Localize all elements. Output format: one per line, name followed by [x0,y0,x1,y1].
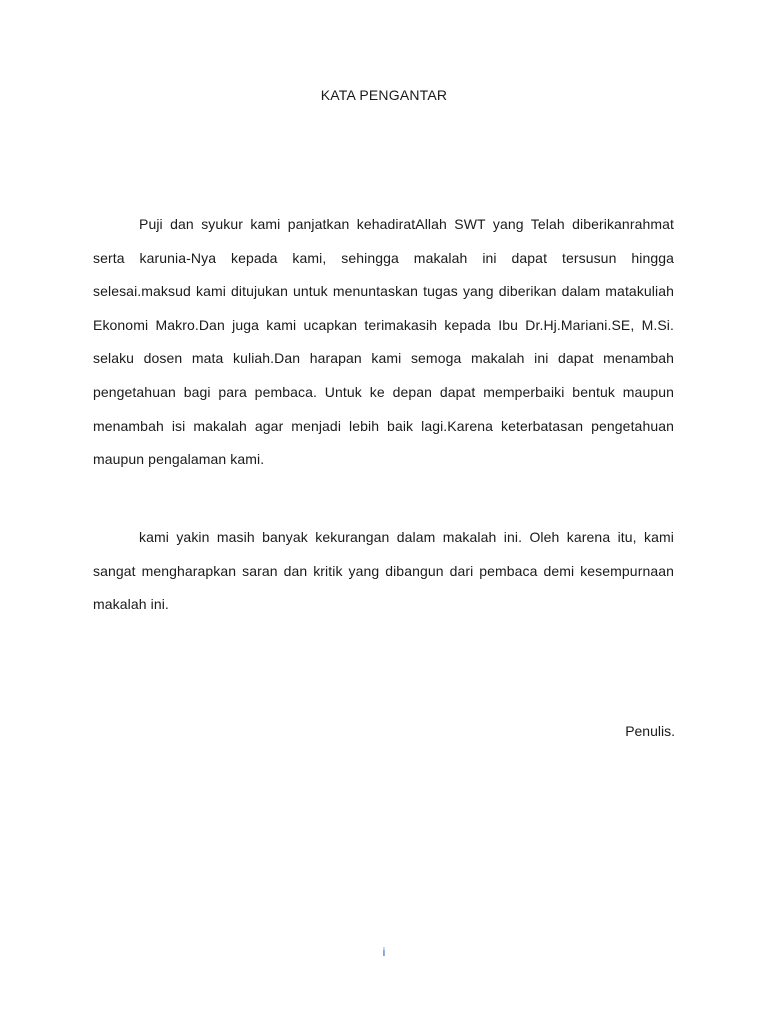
page-number: i [382,945,386,959]
paragraph-closing: kami yakin masih banyak kekurangan dalam makalah ini. Oleh karena itu, kami sangat mengharapkan saran dan kritik yang dibangun dari pembaca demi kesempurnaan makalah ini. [93,529,674,613]
author-signature: Penulis. [625,723,675,739]
page-title: KATA PENGANTAR [320,87,448,103]
paragraph-intro: Puji dan syukur kami panjatkan kehadiratAllah SWT yang Telah diberikanrahmat serta karunia-Nya kepada kami, sehingga makalah ini dapat tersusun hingga selesai.maksud kami ditujukan untuk menuntaskan tugas yang diberikan dalam matakuliah Ekonomi Makro.Dan juga kami ucapkan terimakasih kepada Ibu Dr.Hj.Mariani.SE, M.Si. selaku dosen mata kuliah.Dan harapan kami semoga makalah ini dapat menambah pengetahuan bagi para pembaca. Untuk ke depan dapat memperbaiki bentuk maupun menambah isi makalah agar menjadi lebih baik lagi.Karena keterbatasan pengetahuan maupun pengalaman kami. [93,216,674,468]
